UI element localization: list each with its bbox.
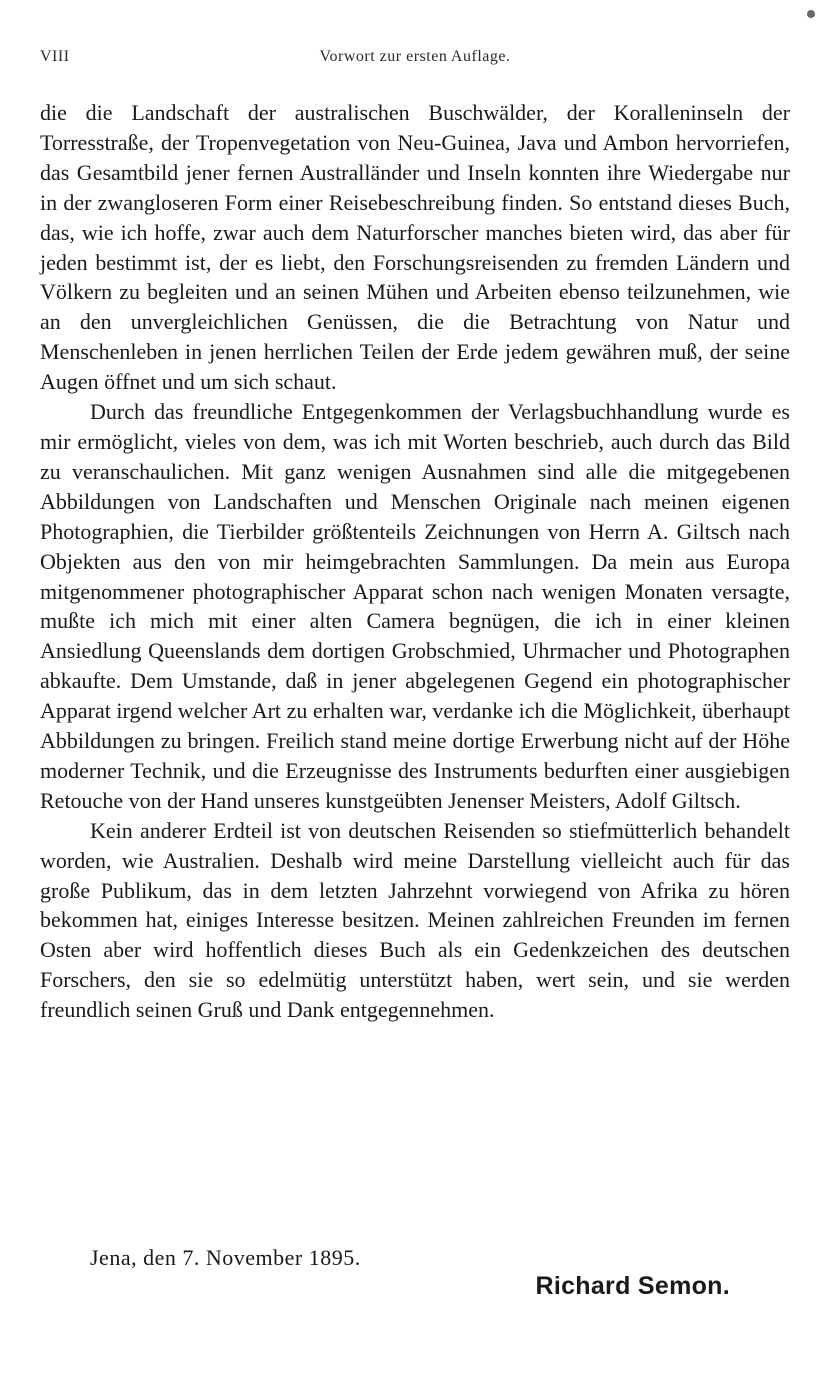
body-text: [40, 98, 790, 1025]
author-signature: Richard Semon.: [535, 1272, 730, 1300]
dateline: Jena, den 7. November 1895.: [90, 1245, 361, 1270]
page-number: VIII: [40, 48, 70, 65]
paragraph-australia: Kein anderer Erdteil ist von deutschen Reisenden so stiefmütterlich behandelt worden, wie Australien. Deshalb wird meine Darstellung vielleicht auch für das große Publikum, das in dem letzten Jahrzehnt vorwiegend von Afrika zu hören bekommen hat, einiges Interesse besitzen. Meinen zahlreichen Freunden im fernen Osten aber wird hoffentlich dieses Buch als ein Gedenkzeichen des deutschen Forschers, den sie so edelmütig unterstützt haben, wert sein, und sie werden freundlich seinen Gruß und Dank entgegennehmen.: [40, 817, 790, 1023]
running-head: [40, 48, 790, 72]
paragraph-illustrations: Durch das freundliche Entgegenkommen der Verlagsbuchhandlung wurde es mir ermöglicht, vieles von dem, was ich mit Worten beschrieb, auch durch das Bild zu veranschaulichen. Mit ganz wenigen Ausnahmen sind alle die mitgegebenen Abbildungen von Landschaften und Menschen Originale nach meinen eigenen Photographien, die Tierbilder größtenteils Zeichnungen von Herrn A. Giltsch nach Objekten aus den von mir heimgebrachten Sammlungen. Da mein aus Europa mitgenommener photographischer Apparat schon nach wenigen Monaten versagte, mußte ich mich mit einer alten Camera begnügen, die ich in einer kleinen Ansiedlung Queenslands dem dortigen Grobschmied, Uhrmacher und Photographen abkaufte. Dem Umstande, daß in jener abgelegenen Gegend ein photographischer Apparat irgend welcher Art zu erhalten war, verdanke ich die Möglichkeit, überhaupt Abbildungen zu bringen. Freilich stand meine dortige Erwerbung nicht auf der Höhe moderner Technik, und die Erzeugnisse des Instruments bedurften einer ausgiebigen Retouche von der Hand unseres kunstgeübten Jenenser Meisters, Adolf Giltsch.: [40, 399, 790, 813]
running-title: Vorwort zur ersten Auflage.: [319, 48, 511, 65]
paragraph-continuation: die die Landschaft der australischen Buschwälder, der Koralleninseln der Torresstraße, der Tropenvegetation von Neu-Guinea, Java und Ambon hervorriefen, das Gesamtbild jener fernen Australländer und Inseln konnten ihre Wiedergabe nur in der zwangloseren Form einer Reisebeschreibung finden. So entstand dieses Buch, das, wie ich hoffe, zwar auch dem Naturforscher manches bieten wird, das aber für jeden bestimmt ist, der es liebt, den Forschungsreisenden zu fremden Ländern und Völkern zu begleiten und an seinen Mühen und Arbeiten ebenso teilzunehmen, wie an den unvergleichlichen Genüssen, die die Betrachtung von Natur und Menschenleben in jenen herrlichen Teilen der Erde jedem gewähren muß, der seine Augen öffnet und um sich schaut.: [40, 100, 790, 395]
ink-dot: [807, 10, 815, 18]
